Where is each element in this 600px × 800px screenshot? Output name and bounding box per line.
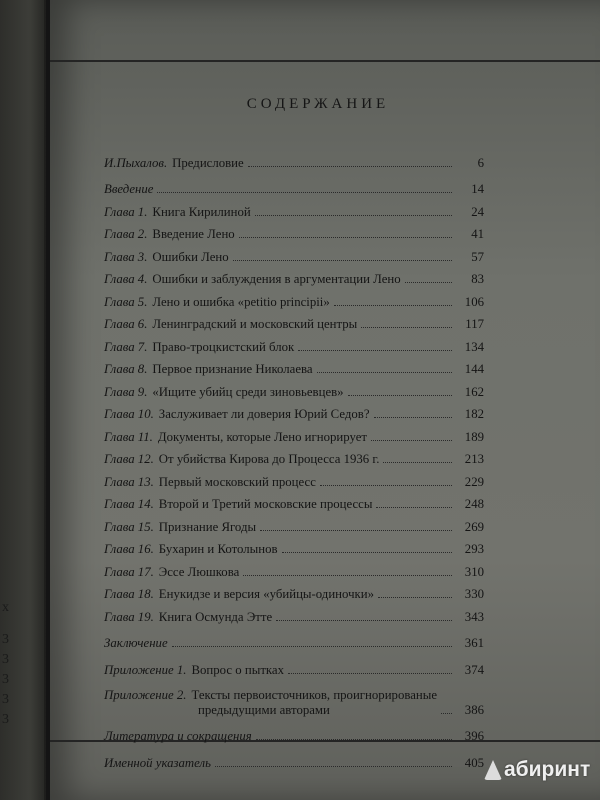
- dot-leader: [298, 349, 452, 351]
- entry-page-number: 14: [471, 182, 484, 196]
- entry-title: Признание Ягоды: [158, 519, 257, 534]
- entry-page-number: 182: [464, 407, 484, 421]
- entry-prefix: Глава 2.: [104, 227, 148, 241]
- toc-entry: [104, 655, 484, 678]
- toc-entry: [104, 310, 484, 333]
- entry-prefix: Глава 11.: [104, 429, 153, 444]
- entry-prefix: Глава 14.: [104, 497, 154, 511]
- entry-page-number: 248: [464, 497, 484, 511]
- entry-prefix: Глава 5.: [104, 294, 148, 309]
- dot-leader: [320, 484, 452, 486]
- entry-prefix: Глава 6.: [104, 317, 148, 331]
- dot-leader: [243, 574, 452, 576]
- entry-prefix: Приложение 1.: [104, 662, 187, 677]
- entry-page-number: 83: [471, 272, 484, 286]
- dot-leader: [276, 619, 452, 621]
- toc-entry: [104, 400, 484, 423]
- dot-leader: [248, 165, 452, 167]
- entry-page-number: 213: [464, 452, 484, 466]
- entry-title: Енукидзе и версия «убийцы-одиночки»: [158, 587, 374, 601]
- entry-prefix: Глава 9.: [104, 384, 148, 399]
- entry-page-number: 361: [464, 636, 484, 650]
- entry-prefix: Глава 16.: [104, 542, 154, 556]
- dot-leader: [172, 645, 452, 647]
- dot-leader: [334, 304, 452, 306]
- toc-entry: [104, 148, 484, 171]
- entry-title: Ошибки и заблуждения в аргументации Лено: [152, 272, 401, 286]
- entry-title: Лено и ошибка «petitio principii»: [152, 294, 330, 309]
- toc-entry: [104, 748, 484, 771]
- entry-title: Первое признание Николаева: [152, 362, 313, 376]
- dot-leader: [317, 371, 452, 373]
- entry-prefix: Глава 15.: [104, 519, 154, 534]
- entry-title: Бухарин и Котолынов: [158, 542, 278, 556]
- toc-entry: [104, 175, 484, 198]
- entry-title: Право-троцкистский блок: [152, 339, 295, 354]
- entry-title: Вопрос о пытках: [191, 662, 285, 677]
- entry-page-number: 374: [464, 662, 484, 677]
- entry-page-number: 57: [471, 249, 484, 264]
- entry-page-number: 405: [464, 755, 484, 770]
- entry-page-number: 6: [477, 155, 484, 170]
- labirint-logo-icon: [484, 760, 502, 780]
- dot-leader: [376, 506, 452, 508]
- entry-title: Документы, которые Лено игнорирует: [157, 429, 368, 444]
- toc-entry: [104, 602, 484, 625]
- toc-entry: [104, 445, 484, 468]
- entry-page-number: 330: [464, 587, 484, 601]
- entry-page-number: 310: [464, 564, 484, 579]
- dot-leader: [361, 326, 452, 328]
- dot-leader: [348, 394, 452, 396]
- entry-title: Второй и Третий московские процессы: [158, 497, 373, 511]
- toc-entry: [104, 557, 484, 580]
- entry-page-number: 117: [465, 317, 484, 331]
- entry-page-number: 189: [464, 429, 484, 444]
- dot-leader: [288, 672, 452, 674]
- dot-leader: [157, 191, 452, 193]
- edge-glyph: 3: [2, 652, 9, 667]
- dot-leader: [405, 281, 452, 283]
- entry-page-number: 24: [471, 204, 484, 219]
- entry-title: Книга Кирилиной: [152, 204, 251, 219]
- edge-glyph: 3: [2, 632, 9, 647]
- entry-page-number: 144: [464, 362, 484, 376]
- entry-title: Ленинградский и московский центры: [152, 317, 358, 331]
- entry-title: Первый московский процесс: [158, 474, 316, 489]
- entry-title-continued: предыдущими авторами: [198, 702, 330, 717]
- entry-prefix: Глава 8.: [104, 362, 148, 376]
- toc-entry: [104, 629, 484, 652]
- dot-leader: [374, 416, 452, 418]
- entry-page-number: 41: [471, 227, 484, 241]
- toc-entry: [104, 355, 484, 378]
- toc-entry: [104, 535, 484, 558]
- entry-title: Эссе Люшкова: [158, 564, 240, 579]
- contents-heading: СОДЕРЖАНИЕ: [246, 96, 390, 112]
- entry-title: Ошибки Лено: [152, 249, 229, 264]
- entry-title: Введение Лено: [152, 227, 235, 241]
- entry-title: Заключение: [104, 636, 168, 650]
- entry-page-number: 396: [464, 729, 484, 743]
- dot-leader: [260, 529, 452, 531]
- watermark: [484, 758, 590, 782]
- toc-entry: [104, 197, 484, 220]
- edge-glyph: х: [2, 600, 9, 615]
- dot-leader: [378, 596, 452, 598]
- entry-prefix: Глава 3.: [104, 249, 148, 264]
- dot-leader: [371, 439, 452, 441]
- entry-prefix: Глава 17.: [104, 564, 154, 579]
- entry-title: Тексты первоисточников, проигнорированые: [191, 687, 438, 702]
- table-of-contents: [104, 148, 484, 771]
- entry-page-number: 106: [464, 294, 484, 309]
- toc-entry: [104, 377, 484, 400]
- entry-page-number: 343: [464, 609, 484, 624]
- toc-entry: [104, 512, 484, 535]
- top-rule: [50, 60, 600, 62]
- dot-leader: [282, 551, 452, 553]
- dot-leader: [441, 712, 452, 714]
- toc-entry: [104, 265, 484, 288]
- toc-entry: [104, 682, 484, 718]
- toc-entry: [104, 422, 484, 445]
- entry-prefix: Глава 19.: [104, 609, 154, 624]
- entry-title: «Ищите убийц среди зиновьевцев»: [152, 384, 344, 399]
- entry-prefix: И.Пыхалов.: [104, 155, 168, 170]
- toc-entry: [104, 332, 484, 355]
- entry-page-number: 134: [464, 339, 484, 354]
- entry-page-number: 293: [464, 542, 484, 556]
- dot-leader: [383, 461, 452, 463]
- toc-entry: [104, 467, 484, 490]
- entry-prefix: Глава 13.: [104, 474, 154, 489]
- entry-title: Литература и сокращения: [104, 729, 252, 743]
- entry-title: Именной указатель: [104, 755, 211, 770]
- entry-prefix: Глава 4.: [104, 272, 148, 286]
- entry-title: От убийства Кирова до Процесса 1936 г.: [158, 452, 380, 466]
- entry-title: Предисловие: [172, 155, 244, 170]
- dot-leader: [239, 236, 452, 238]
- toc-entry: [104, 722, 484, 745]
- entry-prefix: Глава 18.: [104, 587, 154, 601]
- entry-prefix: Глава 1.: [104, 204, 148, 219]
- dot-leader: [256, 738, 452, 740]
- edge-glyph: 3: [2, 692, 9, 707]
- dot-leader: [255, 214, 452, 216]
- toc-entry: [104, 220, 484, 243]
- entry-prefix: Глава 7.: [104, 339, 148, 354]
- entry-prefix: Глава 10.: [104, 407, 154, 421]
- entry-prefix: Приложение 2.: [104, 687, 187, 702]
- entry-page-number: 162: [464, 384, 484, 399]
- entry-title: Введение: [104, 182, 154, 196]
- toc-entry: [104, 580, 484, 603]
- edge-glyph: 3: [2, 672, 9, 687]
- entry-title: Книга Осмунда Этте: [158, 609, 273, 624]
- toc-entry: [104, 242, 484, 265]
- entry-page-number: 229: [464, 474, 484, 489]
- dot-leader: [215, 765, 452, 767]
- toc-entry: [104, 490, 484, 513]
- toc-entry: [104, 287, 484, 310]
- watermark-text: абиринт: [504, 758, 591, 781]
- entry-page-number: 269: [464, 519, 484, 534]
- entry-page-number: 386: [464, 702, 484, 717]
- entry-prefix: Глава 12.: [104, 452, 154, 466]
- dot-leader: [233, 259, 452, 261]
- entry-title: Заслуживает ли доверия Юрий Седов?: [158, 407, 370, 421]
- edge-glyph: 3: [2, 712, 9, 727]
